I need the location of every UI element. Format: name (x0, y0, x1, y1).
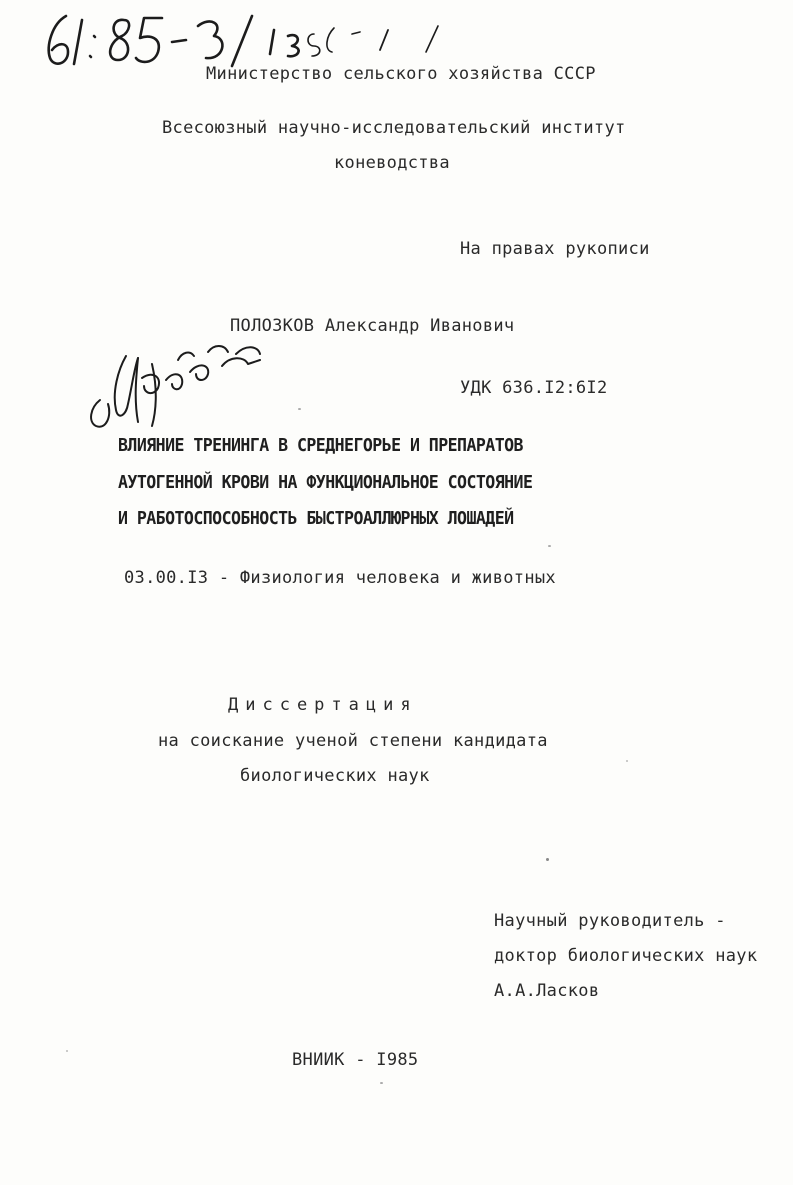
title-line-2: АУТОГЕННОЙ КРОВИ НА ФУНКЦИОНАЛЬНОЕ СОСТОЯНИЕ (118, 472, 533, 493)
speck (66, 1050, 68, 1052)
specialty-code: 03.00.I3 - Физиология человека и животных (124, 568, 556, 588)
supervisor-line-2: доктор биологических наук (494, 946, 758, 966)
speck (548, 545, 551, 547)
manuscript-rights: На правах рукописи (460, 239, 650, 259)
speck (298, 408, 301, 410)
dissertation-line-1: на соискание ученой степени кандидата (158, 731, 548, 751)
dissertation-line-2: биологических наук (240, 766, 430, 786)
supervisor-line-1: Научный руководитель - (494, 911, 726, 931)
title-line-1: ВЛИЯНИЕ ТРЕНИНГА В СРЕДНЕГОРЬЕ И ПРЕПАРАТОВ (118, 435, 523, 456)
institute-line-1: Всесоюзный научно-исследовательский институт (162, 118, 626, 138)
author-signature-icon (82, 330, 282, 440)
author-name: ПОЛОЗКОВ Александр Иванович (230, 316, 515, 336)
supervisor-name: А.А.Ласков (494, 981, 600, 1001)
ministry-line: Министерство сельского хозяйства СССР (206, 64, 596, 84)
dissertation-heading: Диссертация (228, 695, 418, 715)
institute-line-2: коневодства (334, 153, 450, 173)
speck (626, 760, 628, 762)
footer-institute-year: ВНИИК - I985 (292, 1050, 419, 1070)
title-line-3: И РАБОТОСПОСОБНОСТЬ БЫСТРОАЛЛЮРНЫХ ЛОШАДЕЙ (118, 508, 514, 529)
udc-code: УДК 636.I2:6I2 (460, 378, 608, 398)
speck (546, 858, 549, 861)
speck (380, 1082, 383, 1084)
